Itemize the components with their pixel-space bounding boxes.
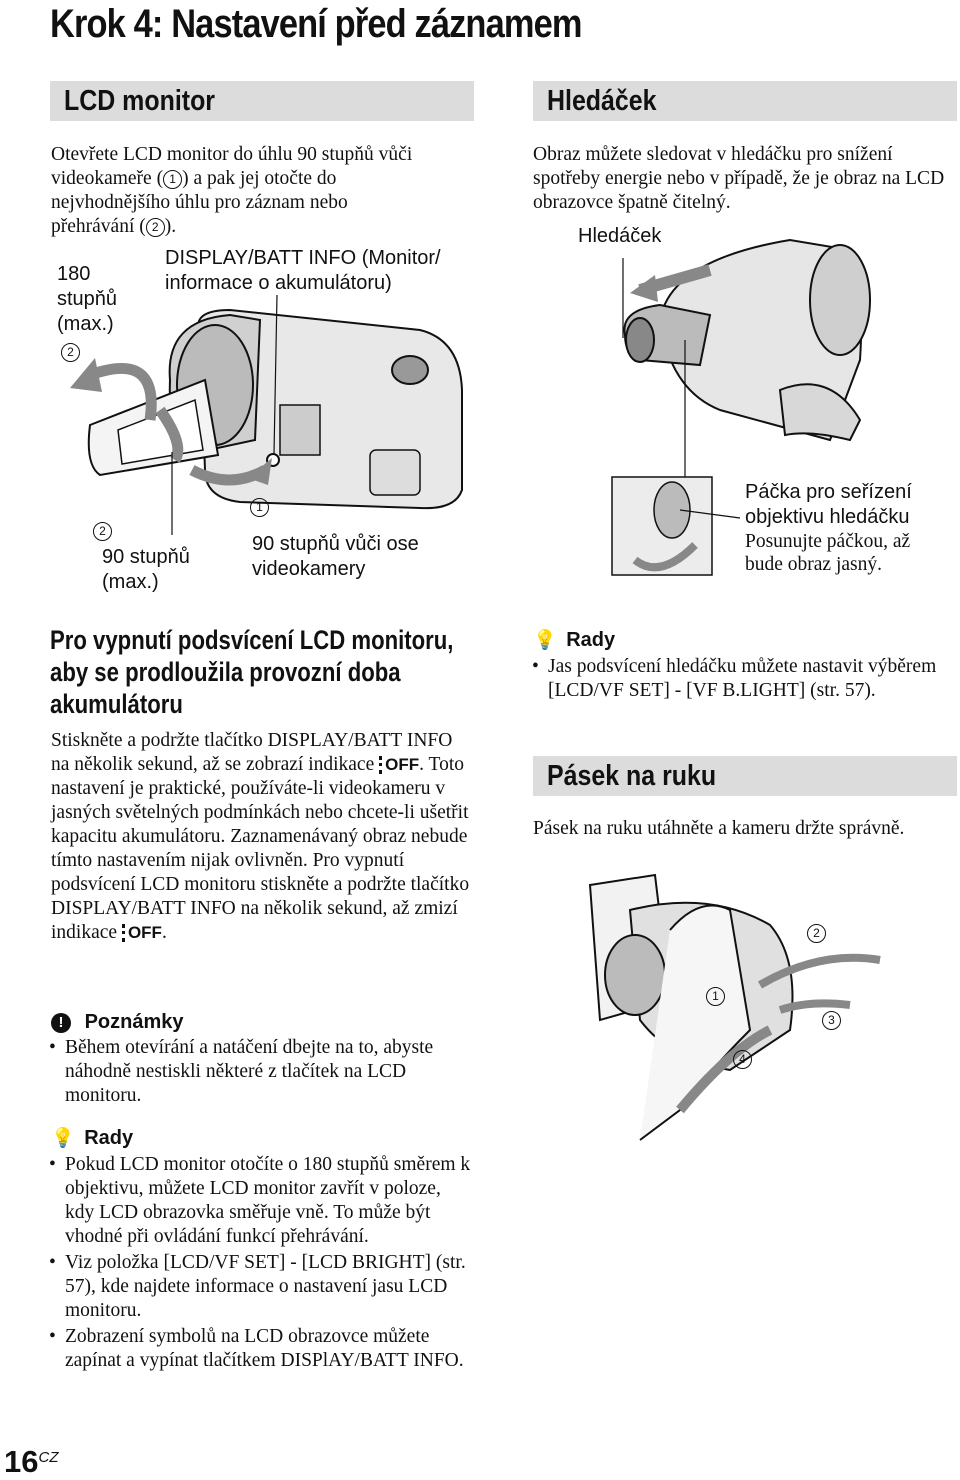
strap-marker-4 [733,1050,752,1069]
warning-icon: ! [51,1013,71,1033]
viewfinder-text: Obraz můžete sledovat v hledáčku pro snížení spotřeby energie nebo v případě, že je obraz na LCD obrazovce špatně čitelný. [533,144,945,213]
lcd-intro-line-2 [51,167,481,191]
lcd-intro-4a: přehrávání ( [51,216,146,237]
lcd-intro-line-3: nejvhodnějšího úhlu pro záznam nebo [51,192,348,213]
backlight-off-icon: OFF [379,756,419,774]
lcd-intro [51,143,481,239]
label-display-batt: DISPLAY/BATT INFO (Monitor/ informace o akumulátoru) [165,247,441,294]
backlight-text-b: . Toto nastavení je praktické, používáte-li videokameru v jasných světelných podmínkách nebo chcete-li ušetřit kapacitu akumulátoru. Zaznamenávaný obraz nebude tímto nastavením nijak ovlivněn. Pro vypnutí podsvícení LCD monitoru stiskněte a podržte tlačítko DISPLAY/BATT INFO na několik sekund, až zmizí indikace [51,754,470,943]
lightbulb-icon: 💡 [533,630,557,651]
backlight-off-icon-2: OFF [122,924,162,942]
lightbulb-icon: 💡 [51,1128,75,1149]
tips-right-heading: Rady [566,629,616,651]
marker-2-bottom-text: 2 [93,522,112,541]
page-number-value: 16 [4,1444,39,1479]
strap-marker-1 [706,987,725,1006]
section-viewfinder-heading-text: Hledáček [547,85,657,117]
strap-illustration [560,870,880,1150]
lcd-intro-2b: ) a pak jej otočte do [182,168,337,189]
strap-marker-3-text: 3 [822,1011,841,1030]
label-lever: Páčka pro seřízení objektivu hledáčku [745,481,912,528]
label-180: 180 stupňů (max.) [57,263,118,335]
notes-item: • Během otevírání a natáčení dbejte na to, abyste náhodně nestiskli některé z tlačítek na LCD monitoru. [49,1036,469,1108]
notes-list [49,1036,469,1110]
marker-2: 2 [146,218,165,237]
tips-right-list [532,655,942,705]
tips-left-list [49,1153,474,1375]
strap-marker-4-text: 4 [733,1050,752,1069]
notes-heading: Poznámky [84,1011,184,1033]
backlight-text-c: . [161,922,167,943]
tips-left-heading-row [51,1126,133,1151]
lcd-intro-2a: videokameře ( [51,168,164,189]
marker-2-bottom [93,522,112,541]
marker-1: 1 [163,170,182,189]
tips-right-heading-row [533,628,615,653]
marker-2-top [61,343,80,362]
strap-marker-1-text: 1 [706,987,725,1006]
tips-left-heading: Rady [84,1127,134,1149]
marker-2-top-text: 2 [61,343,80,362]
label-viewfinder: Hledáček [578,225,662,247]
section-strap-heading [533,756,957,796]
tips-left-item: • Viz položka [LCD/VF SET] - [LCD BRIGHT] (str. 57), kde najdete informace o nastavení jasu LCD monitoru. [49,1251,474,1323]
section-viewfinder-heading [533,81,957,121]
marker-1-figure [250,498,269,517]
marker-1-figure-text: 1 [250,498,269,517]
tips-left-item: • Zobrazení symbolů na LCD obrazovce můžete zapínat a vypínat tlačítkem DISPlAY/BATT INFO. [49,1325,474,1373]
page-lang: CZ [38,1449,59,1466]
strap-marker-2-text: 2 [807,924,826,943]
lcd-intro-line-4 [51,215,481,239]
backlight-heading: Pro vypnutí podsvícení LCD monitoru, aby se prodloužila provozní doba akumulátoru [50,625,454,719]
backlight-text-a: Stiskněte a podržte tlačítko DISPLAY/BATT INFO na několik sekund, až se zobrazí indikace [51,730,453,775]
tips-left-item: • Pokud LCD monitor otočíte o 180 stupňů směrem k objektivu, můžete LCD monitor zavřít v poloze, kdy LCD obrazovka směřuje vně. To může být vhodné při ovládání funkcí přehrávání. [49,1153,474,1249]
section-strap-heading-text: Pásek na ruku [547,760,717,792]
lever-instruction: Posunujte páčkou, až bude obraz jasný. [745,531,911,575]
lcd-intro-4b: ). [164,216,177,237]
strap-marker-2 [807,924,826,943]
label-90-max: 90 stupňů (max.) [102,546,190,593]
page-number [4,1444,58,1480]
page-title: Krok 4: Nastavení před záznamem [50,2,582,46]
strap-marker-3 [822,1011,841,1030]
strap-text: Pásek na ruku utáhněte a kameru držte správně. [533,818,905,839]
backlight-paragraph [51,729,471,945]
figure-strap [560,870,880,1150]
label-90-body: 90 stupňů vůči ose videokamery [252,533,419,580]
lcd-intro-line-1: Otevřete LCD monitor do úhlu 90 stupňů vůči [51,144,413,165]
tips-right-item: • Jas podsvícení hledáčku můžete nastavit výběrem [LCD/VF SET] - [VF B.LIGHT] (str. 57). [532,655,942,703]
notes-heading-row [51,1010,184,1034]
section-lcd-heading [50,81,474,121]
section-lcd-heading-text: LCD monitor [64,85,216,117]
